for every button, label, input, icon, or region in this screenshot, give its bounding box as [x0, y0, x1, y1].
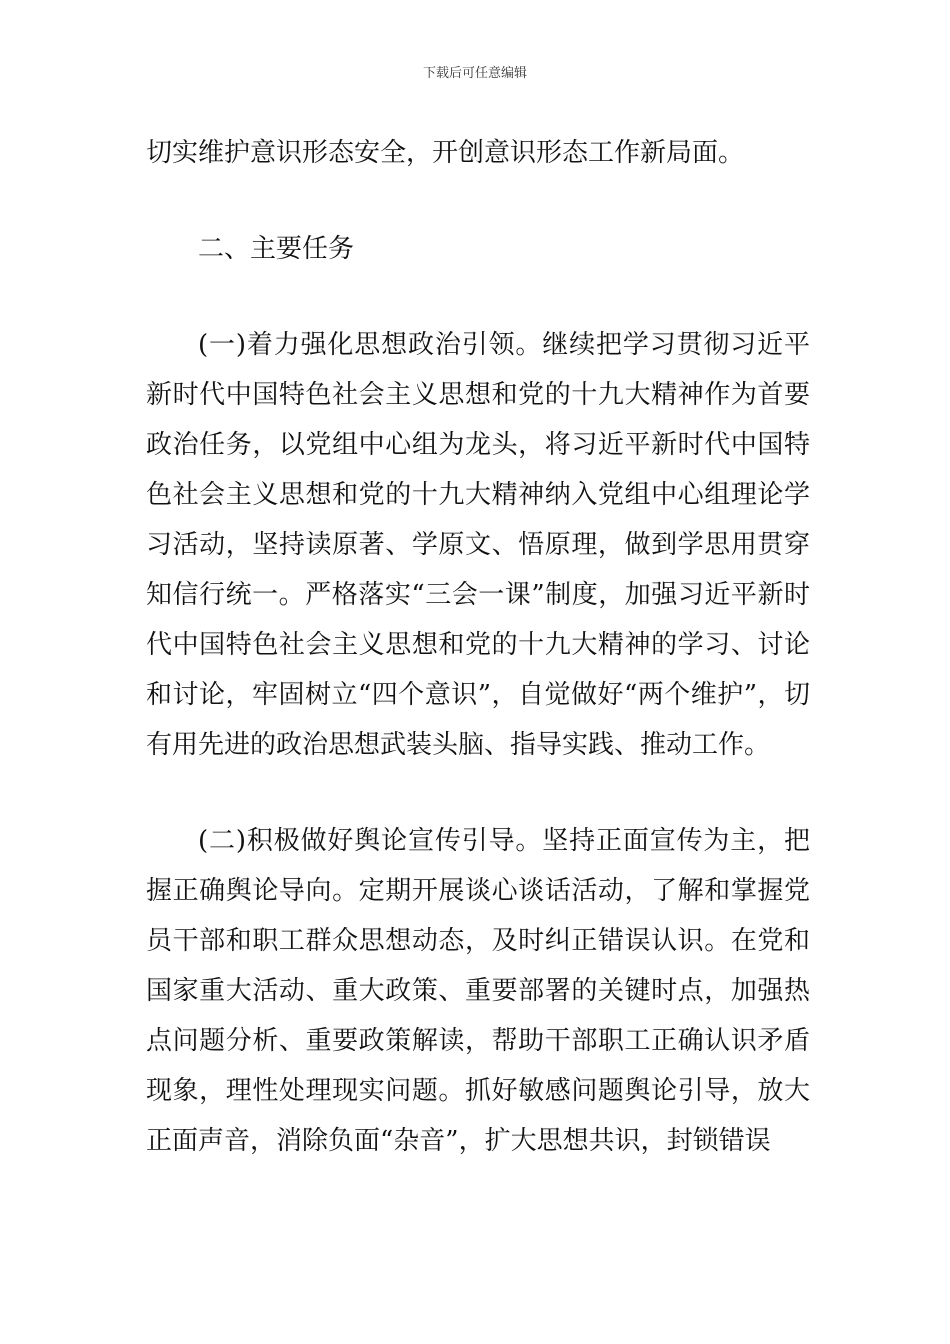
paragraph-task-one: (一)着力强化思想政治引领。继续把学习贯彻习近平新时代中国特色社会主义思想和党的十九大精神作为首要政治任务，以党组中心组为龙头，将习近平新时代中国特色社会主义思想和党的十九大精神纳入党组中心组理论学习活动，坚持读原著、学原文、悟原理，做到学思用贯穿知信行统一。严格落实“三会一课”制度，加强习近平新时代中国特色社会主义思想和党的十九大精神的学习、讨论和讨论，牢固树立“四个意识”，自觉做好“两个维护”，切有用先进的政治思想武装头脑、指导实践、推动工作。 [146, 330, 810, 760]
paragraph-continuation: 切实维护意识形态安全，开创意识形态工作新局面。 [146, 138, 745, 168]
section-heading: 二、主要任务 [198, 234, 355, 264]
paragraph-task-two: (二)积极做好舆论宣传引导。坚持正面宣传为主，把握正确舆论导向。定期开展谈心谈话活动，了解和掌握党员干部和职工群众思想动态，及时纠正错误认识。在党和国家重大活动、重大政策、重要部署的关键时点，加强热点问题分析、重要政策解读，帮助干部职工正确认识矛盾现象，理性处理现实问题。抓好敏感问题舆论引导，放大正面声音，消除负面“杂音”，扩大思想共识，封锁错误 [146, 826, 810, 1156]
page-header: 下载后可任意编辑 [422, 66, 527, 81]
document-body [146, 128, 810, 1166]
